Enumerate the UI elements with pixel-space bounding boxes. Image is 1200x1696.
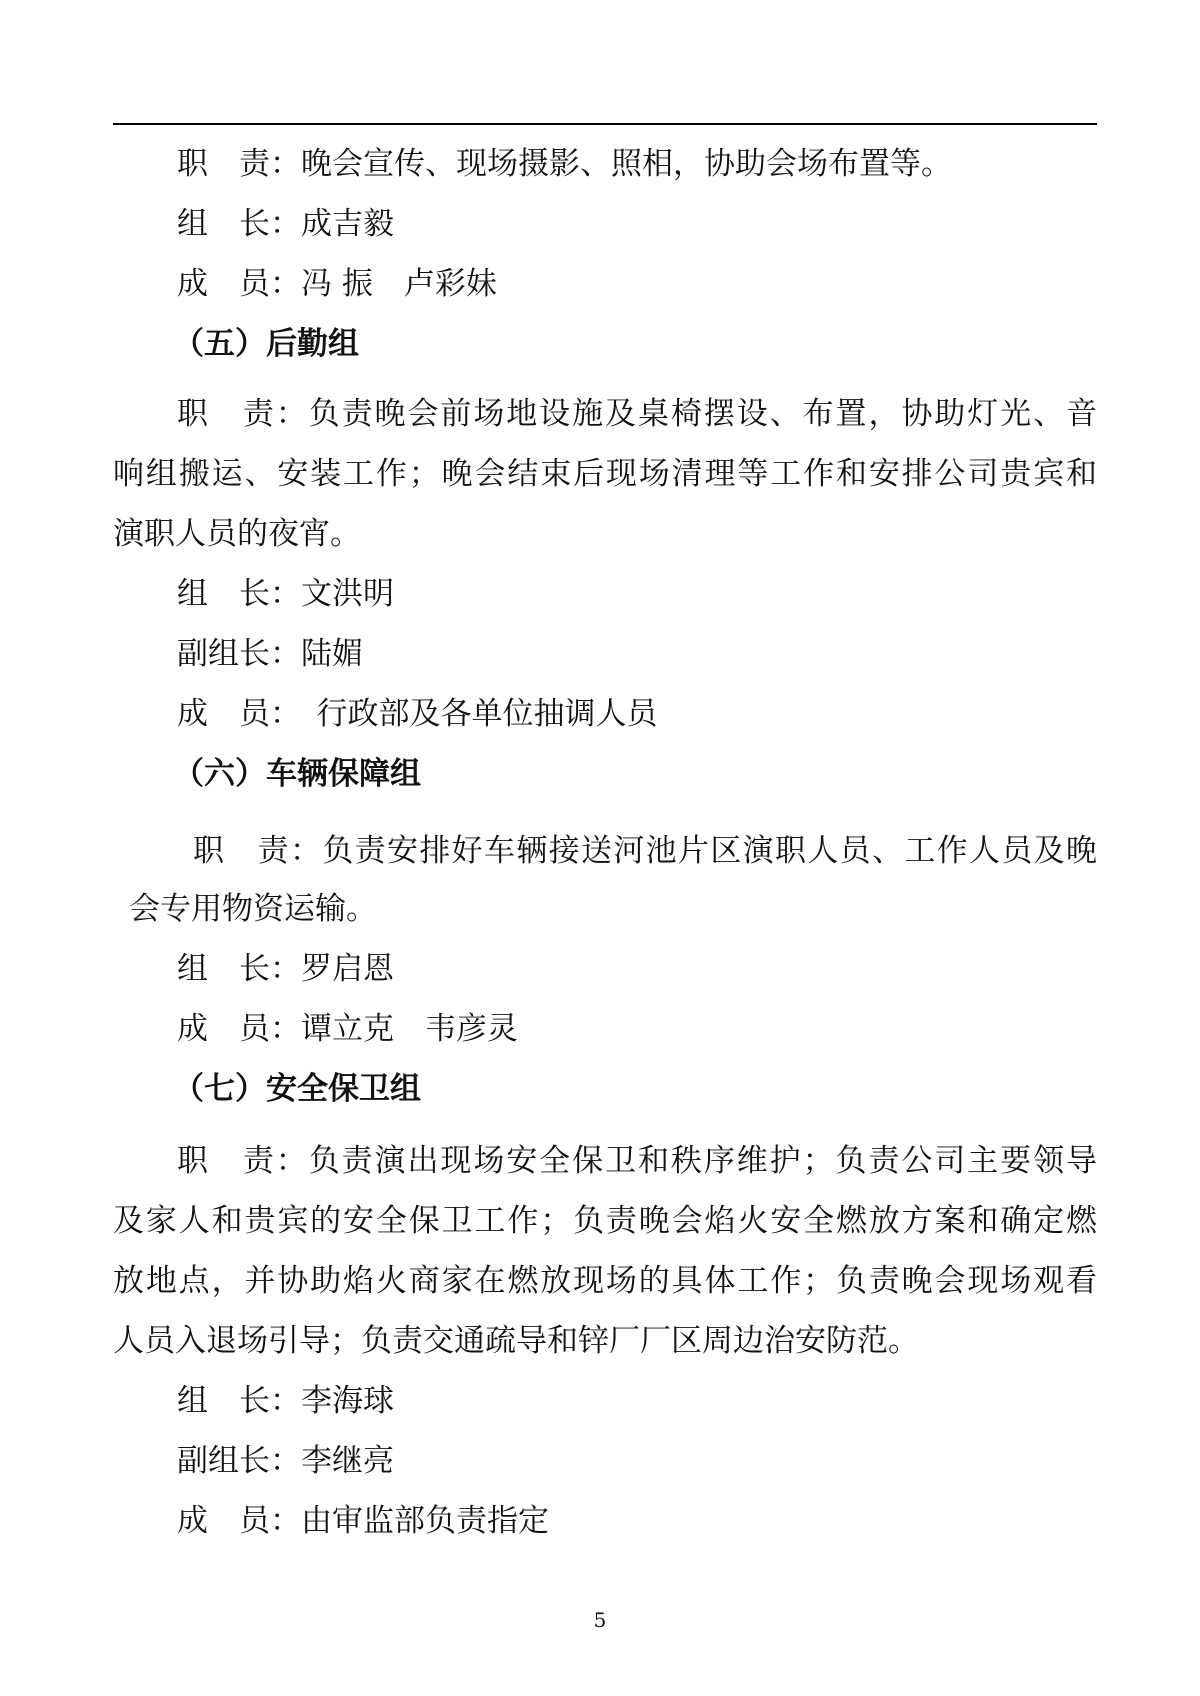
deputy-leader-line-logistics: 副组长：陆媚 [177,636,363,672]
page-number: 5 [593,1608,607,1632]
leader-line-logistics: 组 长：文洪明 [177,576,394,612]
section-heading-logistics: （五）后勤组 [173,326,359,362]
member-line-logistics: 成 员： 行政部及各单位抽调人员 [177,696,658,732]
section-heading-security: （七）安全保卫组 [173,1071,421,1107]
duty-line-security-1: 职 责：负责演出现场安全保卫和秩序维护；负责公司主要领导 [177,1143,1097,1179]
duty-line-logistics-2: 响组搬运、安装工作；晚会结束后现场清理等工作和安排公司贵宾和 [113,456,1097,492]
member-line-publicity: 成 员：冯 振 卢彩妹 [177,266,497,302]
member-line-vehicles: 成 员：谭立克 韦彦灵 [177,1011,518,1047]
duty-line-publicity: 职 责：晚会宣传、现场摄影、照相，协助会场布置等。 [177,146,952,182]
duty-line-vehicles-1: 职 责：负责安排好车辆接送河池片区演职人员、工作人员及晚 [193,833,1097,869]
duty-line-logistics-3: 演职人员的夜宵。 [113,516,361,552]
member-line-security: 成 员：由审监部负责指定 [177,1503,549,1539]
section-heading-vehicles: （六）车辆保障组 [173,756,421,792]
leader-line-security: 组 长：李海球 [177,1383,394,1419]
leader-line-publicity: 组 长：成吉毅 [177,206,394,242]
header-rule [113,123,1097,125]
leader-line-vehicles: 组 长：罗启恩 [177,951,394,987]
deputy-leader-line-security: 副组长：李继亮 [177,1443,394,1479]
duty-line-logistics-1: 职 责：负责晚会前场地设施及桌椅摆设、布置，协助灯光、音 [177,396,1097,432]
duty-line-vehicles-2: 会专用物资运输。 [129,891,377,927]
duty-line-security-3: 放地点，并协助焰火商家在燃放现场的具体工作；负责晚会现场观看 [113,1263,1097,1299]
duty-line-security-4: 人员入退场引导；负责交通疏导和锌厂厂区周边治安防范。 [113,1323,919,1359]
duty-line-security-2: 及家人和贵宾的安全保卫工作；负责晚会焰火安全燃放方案和确定燃 [113,1203,1097,1239]
